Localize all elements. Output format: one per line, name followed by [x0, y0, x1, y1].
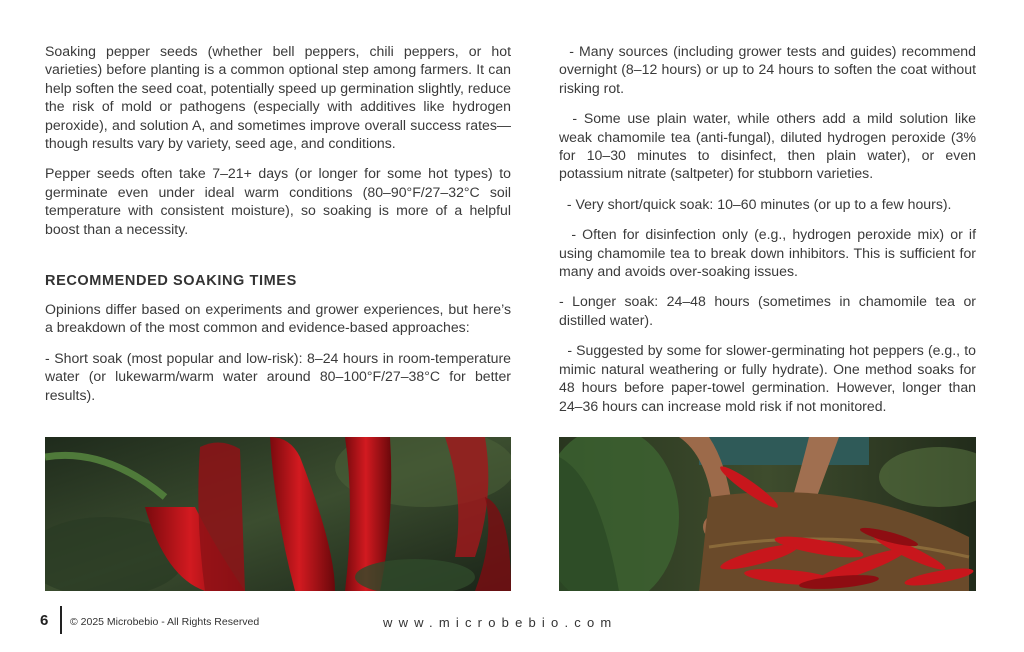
overnight-paragraph: - Many sources (including grower tests and guides) recommend overnight (8–12 hours) or up to 24 hours to soften the coat without risking rot.: [559, 43, 980, 96]
copyright-text: © 2025 Microbebio - All Rights Reserved: [70, 616, 260, 628]
overview-paragraph: Opinions differ based on experiments and grower experiences, but here’s a breakdown of the most common and evidence-based approaches:: [45, 301, 511, 336]
longer-soak-paragraph: - Longer soak: 24–48 hours (sometimes in chamomile tea or distilled water).: [559, 293, 976, 328]
hot-pepper-paragraph: - Suggested by some for slower-germinating hot peppers (e.g., to mimic natural weathering or fully hydrate). One method soaks for 48 hours before paper-towel germination. However, longer than 24–36 hours can increase mold risk if not monitored.: [559, 342, 980, 414]
quick-soak-paragraph: - Very short/quick soak: 10–60 minutes (or up to a few hours).: [559, 195, 952, 212]
right-column: [559, 42, 980, 427]
page-number: 6: [40, 612, 49, 629]
solutions-paragraph: - Some use plain water, while others add a mild solution like weak chamomile tea (anti-fungal), diluted hydrogen peroxide (3% for 10–30 minutes to disinfect, then plain water), or even potassium nitrate (saltpeter) for stubborn varieties.: [559, 110, 980, 182]
disinfection-paragraph: - Often for disinfection only (e.g., hydrogen peroxide mix) or if using chamomile tea to break down inhibitors. This is sufficient for many and avoids over-soaking issues.: [559, 226, 980, 280]
chili-plant-photo: [45, 437, 511, 591]
section-heading: RECOMMENDED SOAKING TIMES: [45, 273, 297, 290]
chili-harvest-photo: [559, 437, 976, 591]
website-link[interactable]: www.microbebio.com: [383, 615, 618, 630]
left-column: [45, 42, 511, 416]
short-soak-paragraph: - Short soak (most popular and low-risk): 8–24 hours in room-temperature water (or lukewarm/warm water around 80–100°F/27–38°C for better results).: [45, 349, 511, 403]
footer-divider: [60, 606, 62, 634]
intro-paragraph-1: Soaking pepper seeds (whether bell peppers, chili peppers, or hot varieties) before planting is a common optional step among farmers. It can help soften the seed coat, potentially speed up germination slightly, reduce the risk of mold or pathogens (especially with additives like hydrogen peroxide), and solution A, and sometimes improve overall success rates—though results vary by variety, seed age, and conditions.: [45, 43, 511, 152]
intro-paragraph-2: Pepper seeds often take 7–21+ days (or longer for some hot types) to germinate even under ideal warm conditions (80–90°F/27–32°C soil temperature with consistent moisture), so soaking is more of a helpful boost than a necessity.: [45, 165, 511, 237]
